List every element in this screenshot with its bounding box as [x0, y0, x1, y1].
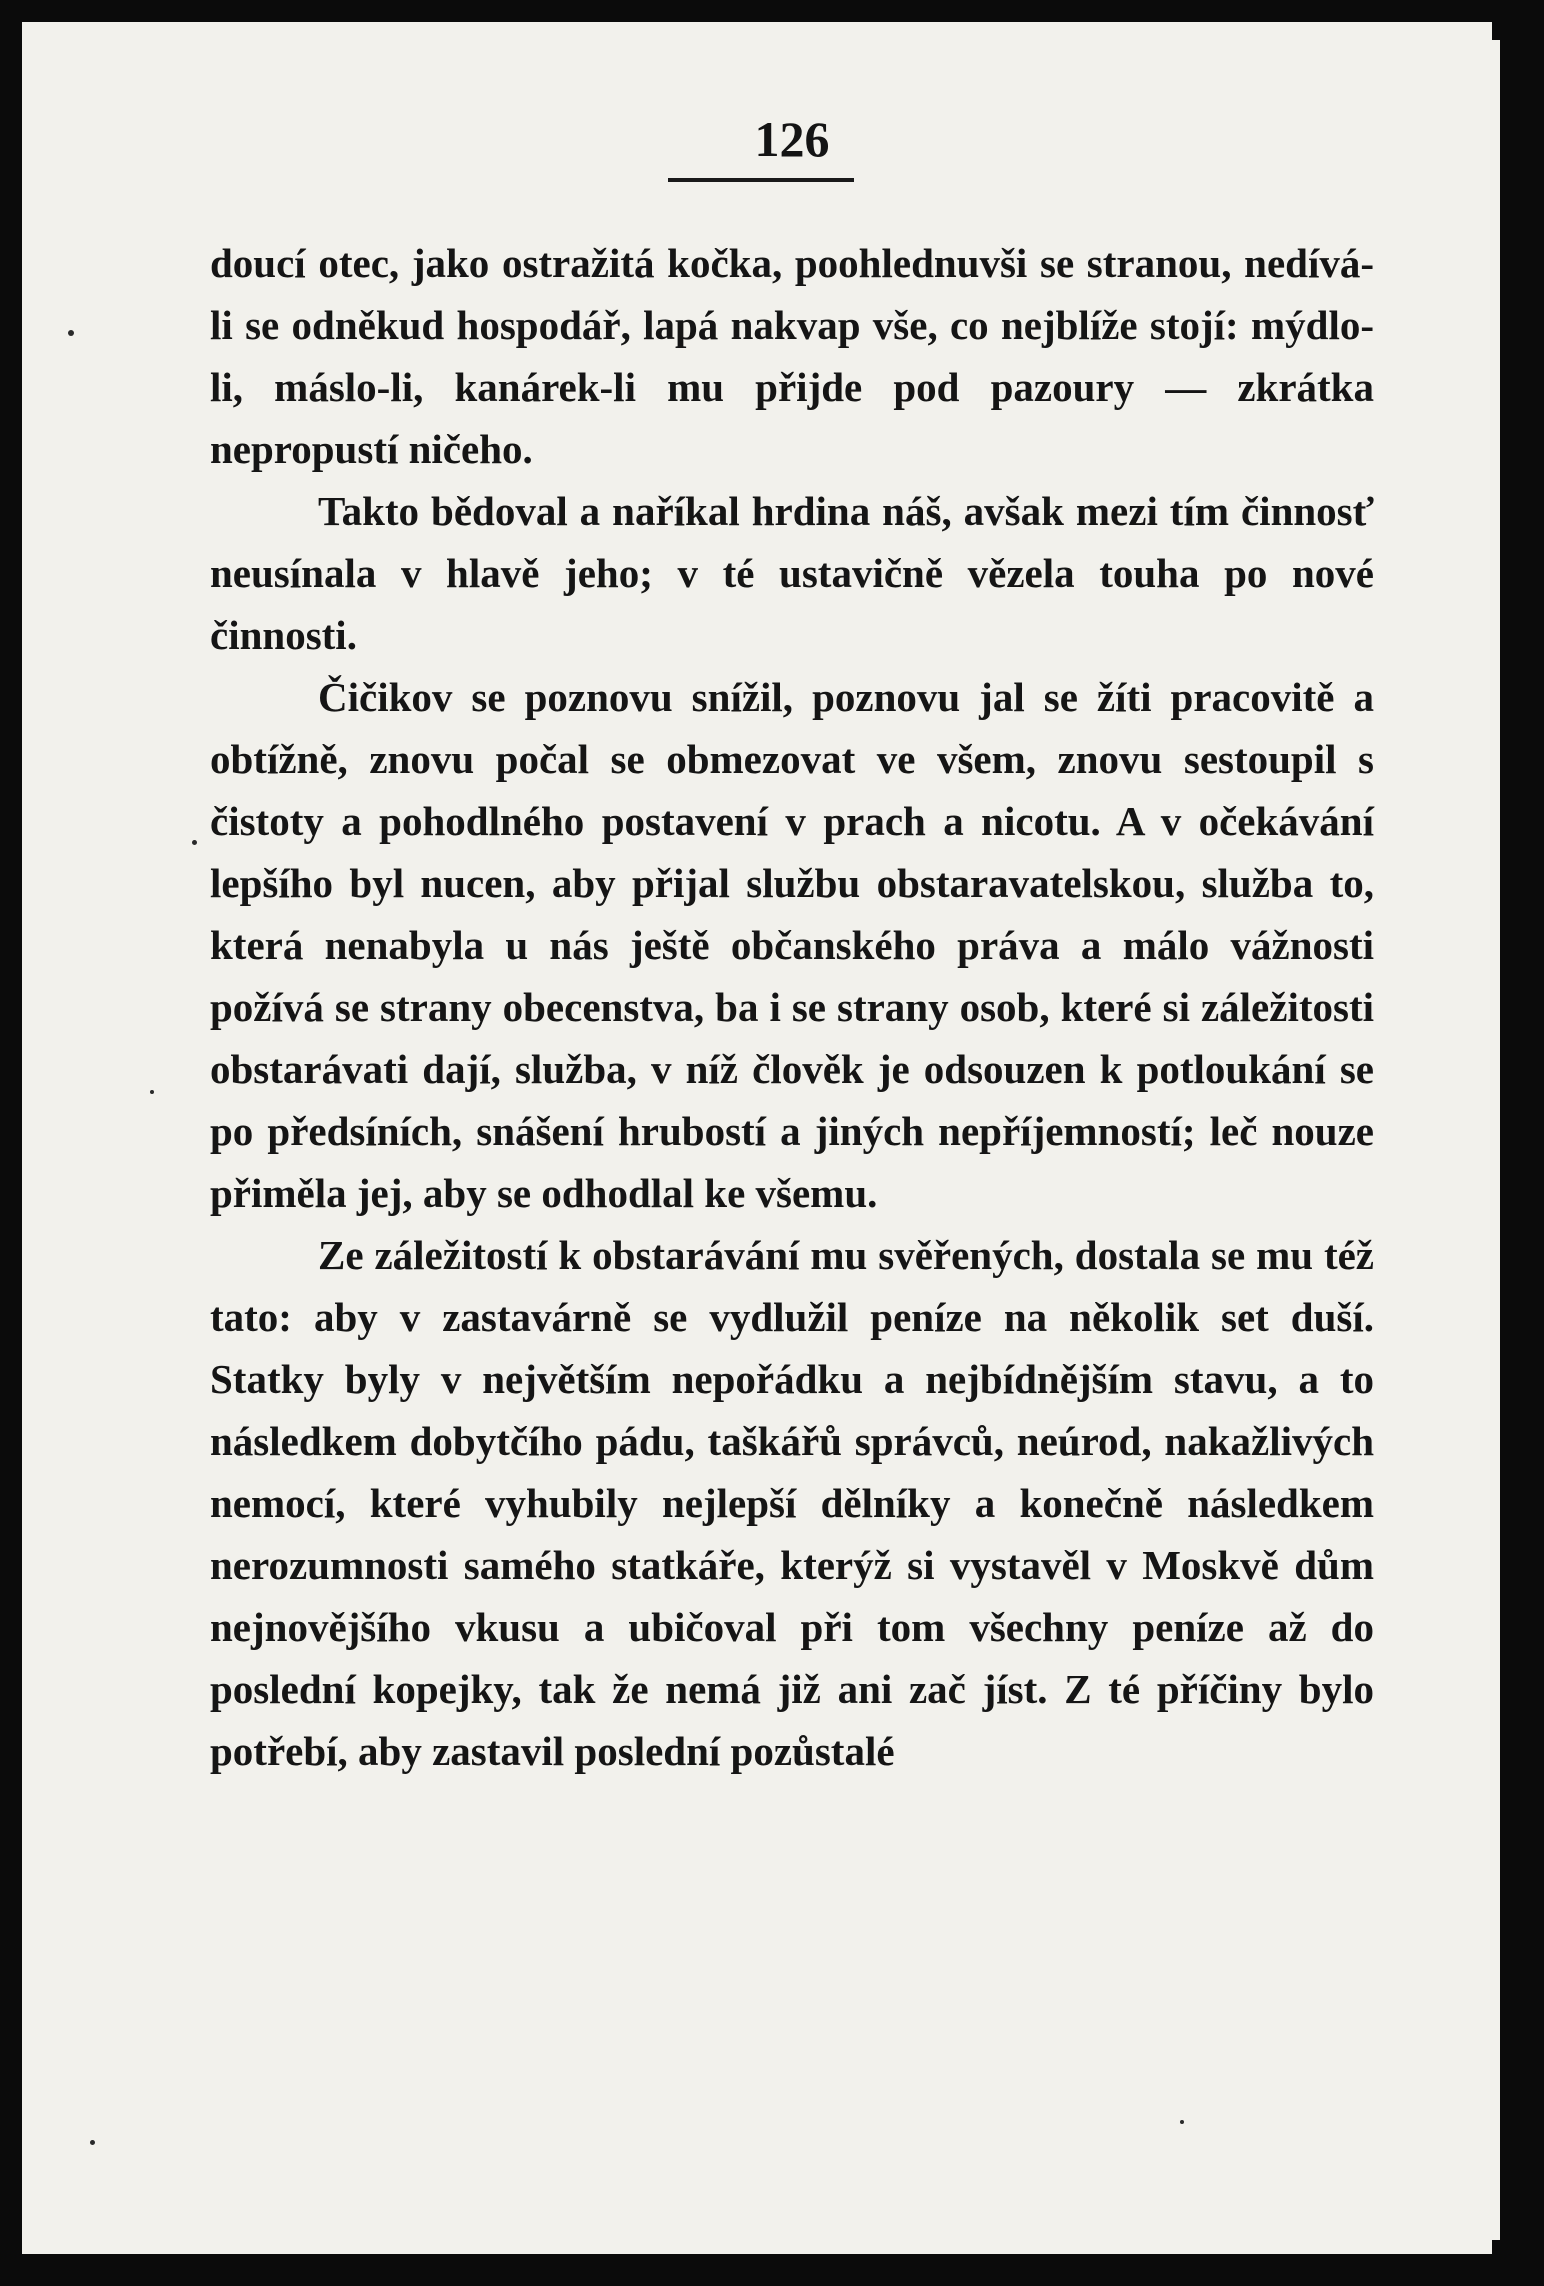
paper-speck: [192, 840, 197, 845]
paper-speck: [150, 1090, 154, 1094]
page-edge: [1492, 40, 1500, 2240]
paper-speck: [1180, 2120, 1184, 2124]
paper-speck: [68, 330, 74, 336]
page-number: 126: [754, 111, 830, 167]
paragraph: Takto bědoval a naříkal hrdina náš, avšak mezi tím činnosť neusínala v hlavě jeho; v té ustavičně vězela touha po nové činnosti.: [210, 488, 1374, 658]
paragraph: Čičikov se poznovu snížil, poznovu jal se žíti pracovitě a obtížně, znovu počal se obmezovat ve všem, znovu sestoupil s čistoty a pohodlného postavení v prach a nicotu. A v očekávání lepšího byl nucen, aby přijal službu obstaravatelskou, služba to, která nenabyla u nás ještě občanského práva a málo vážnosti požívá se strany obecenstva, ba i se strany osob, které si záležitosti obstarávati dají, služba, v níž člověk je odsouzen k potloukání se po předsíních, snášení hrubostí a jiných nepříjemností; leč nouze přiměla jej, aby se odhodlal ke všemu.: [210, 674, 1374, 1216]
paper-speck: [90, 2140, 95, 2145]
page-number-rule: [668, 178, 854, 182]
paragraph: doucí otec, jako ostražitá kočka, poohlednuvši se stranou, nedívá-li se odněkud hospodář, lapá nakvap vše, co nejblíže stojí: mýdlo-li, máslo-li, kanárek-li mu přijde pod pazoury — zkrátka nepropustí ničeho.: [210, 240, 1374, 472]
body-text: [210, 232, 1374, 1782]
paragraph: Ze záležitostí k obstarávání mu svěřených, dostala se mu též tato: aby v zastavárně se vydlužil peníze na několik set duší. Statky byly v největším nepořádku a nejbídnějším stavu, a to následkem dobytčího pádu, taškářů správců, neúrod, nakažlivých nemocí, které vyhubily nejlepší dělníky a konečně následkem nerozumnosti samého statkáře, kterýž si vystavěl v Moskvě dům nejnovějšího vkusu a ubičoval při tom všechny peníze až do poslední kopejky, tak že nemá již ani zač jíst. Z té příčiny bylo potřebí, aby zastavil poslední pozůstalé: [210, 1232, 1374, 1774]
